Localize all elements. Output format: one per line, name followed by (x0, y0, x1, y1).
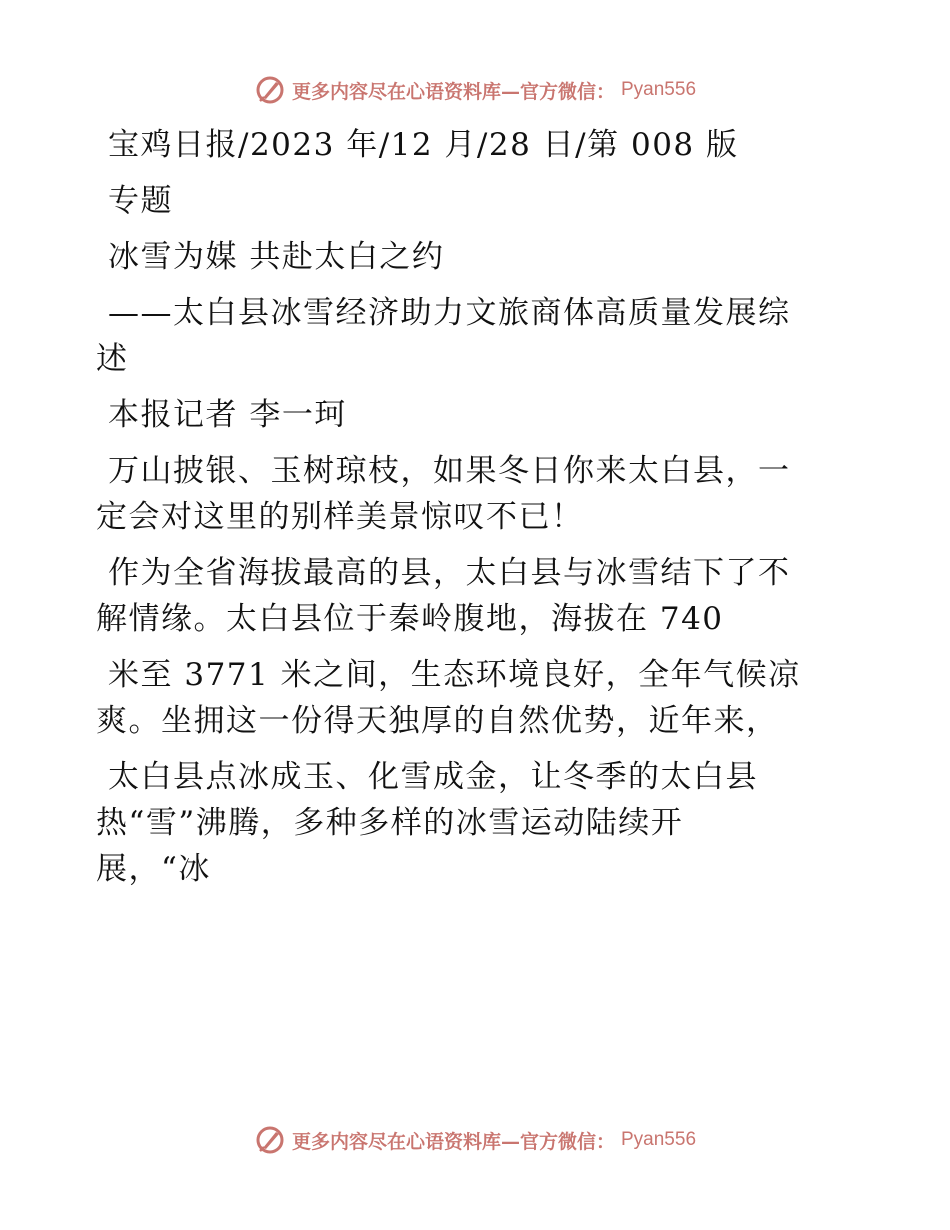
watermark-handle: Pyan556 (621, 79, 697, 100)
section-label: 专题 (108, 183, 173, 219)
paragraph-3-line1: 米至 3771 米之间，生态环境良好，全年气候凉 (108, 657, 801, 693)
watermark-handle: Pyan556 (621, 1129, 697, 1150)
watermark-header (0, 70, 950, 110)
article-body (96, 122, 836, 892)
paragraph-3-line2: 爽。坐拥这一份得天独厚的自然优势，近年来， (96, 703, 779, 739)
paragraph-1-line2: 定会对这里的别样美景惊叹不已！ (96, 499, 584, 535)
article-subtitle-line1: ——太白县冰雪经济助力文旅商体高质量发展综 (108, 295, 791, 331)
watermark-footer (0, 1120, 950, 1160)
watermark-text: 更多内容尽在心语资料库—官方微信： (291, 1130, 615, 1153)
paragraph-4-line3: 展，“冰 (96, 851, 211, 887)
dateline: 宝鸡日报/2023 年/12 月/28 日/第 008 版 (108, 127, 739, 163)
watermark-text: 更多内容尽在心语资料库—官方微信： (291, 80, 615, 103)
article-title: 冰雪为媒 共赴太白之约 (108, 239, 445, 275)
paragraph-4-line1: 太白县点冰成玉、化雪成金，让冬季的太白县 (108, 759, 758, 795)
paragraph-2-line2: 解情缘。太白县位于秦岭腹地，海拔在 740 (96, 601, 724, 637)
quill-logo-icon (254, 1124, 286, 1156)
quill-logo-icon (254, 74, 286, 106)
article-subtitle-line2: 述 (96, 341, 129, 377)
byline: 本报记者 李一珂 (108, 397, 347, 433)
paragraph-4-line2: 热“雪”沸腾，多种多样的冰雪运动陆续开 (96, 805, 684, 841)
paragraph-2-line1: 作为全省海拔最高的县，太白县与冰雪结下了不 (108, 555, 791, 591)
paragraph-1-line1: 万山披银、玉树琼枝，如果冬日你来太白县，一 (108, 453, 791, 489)
